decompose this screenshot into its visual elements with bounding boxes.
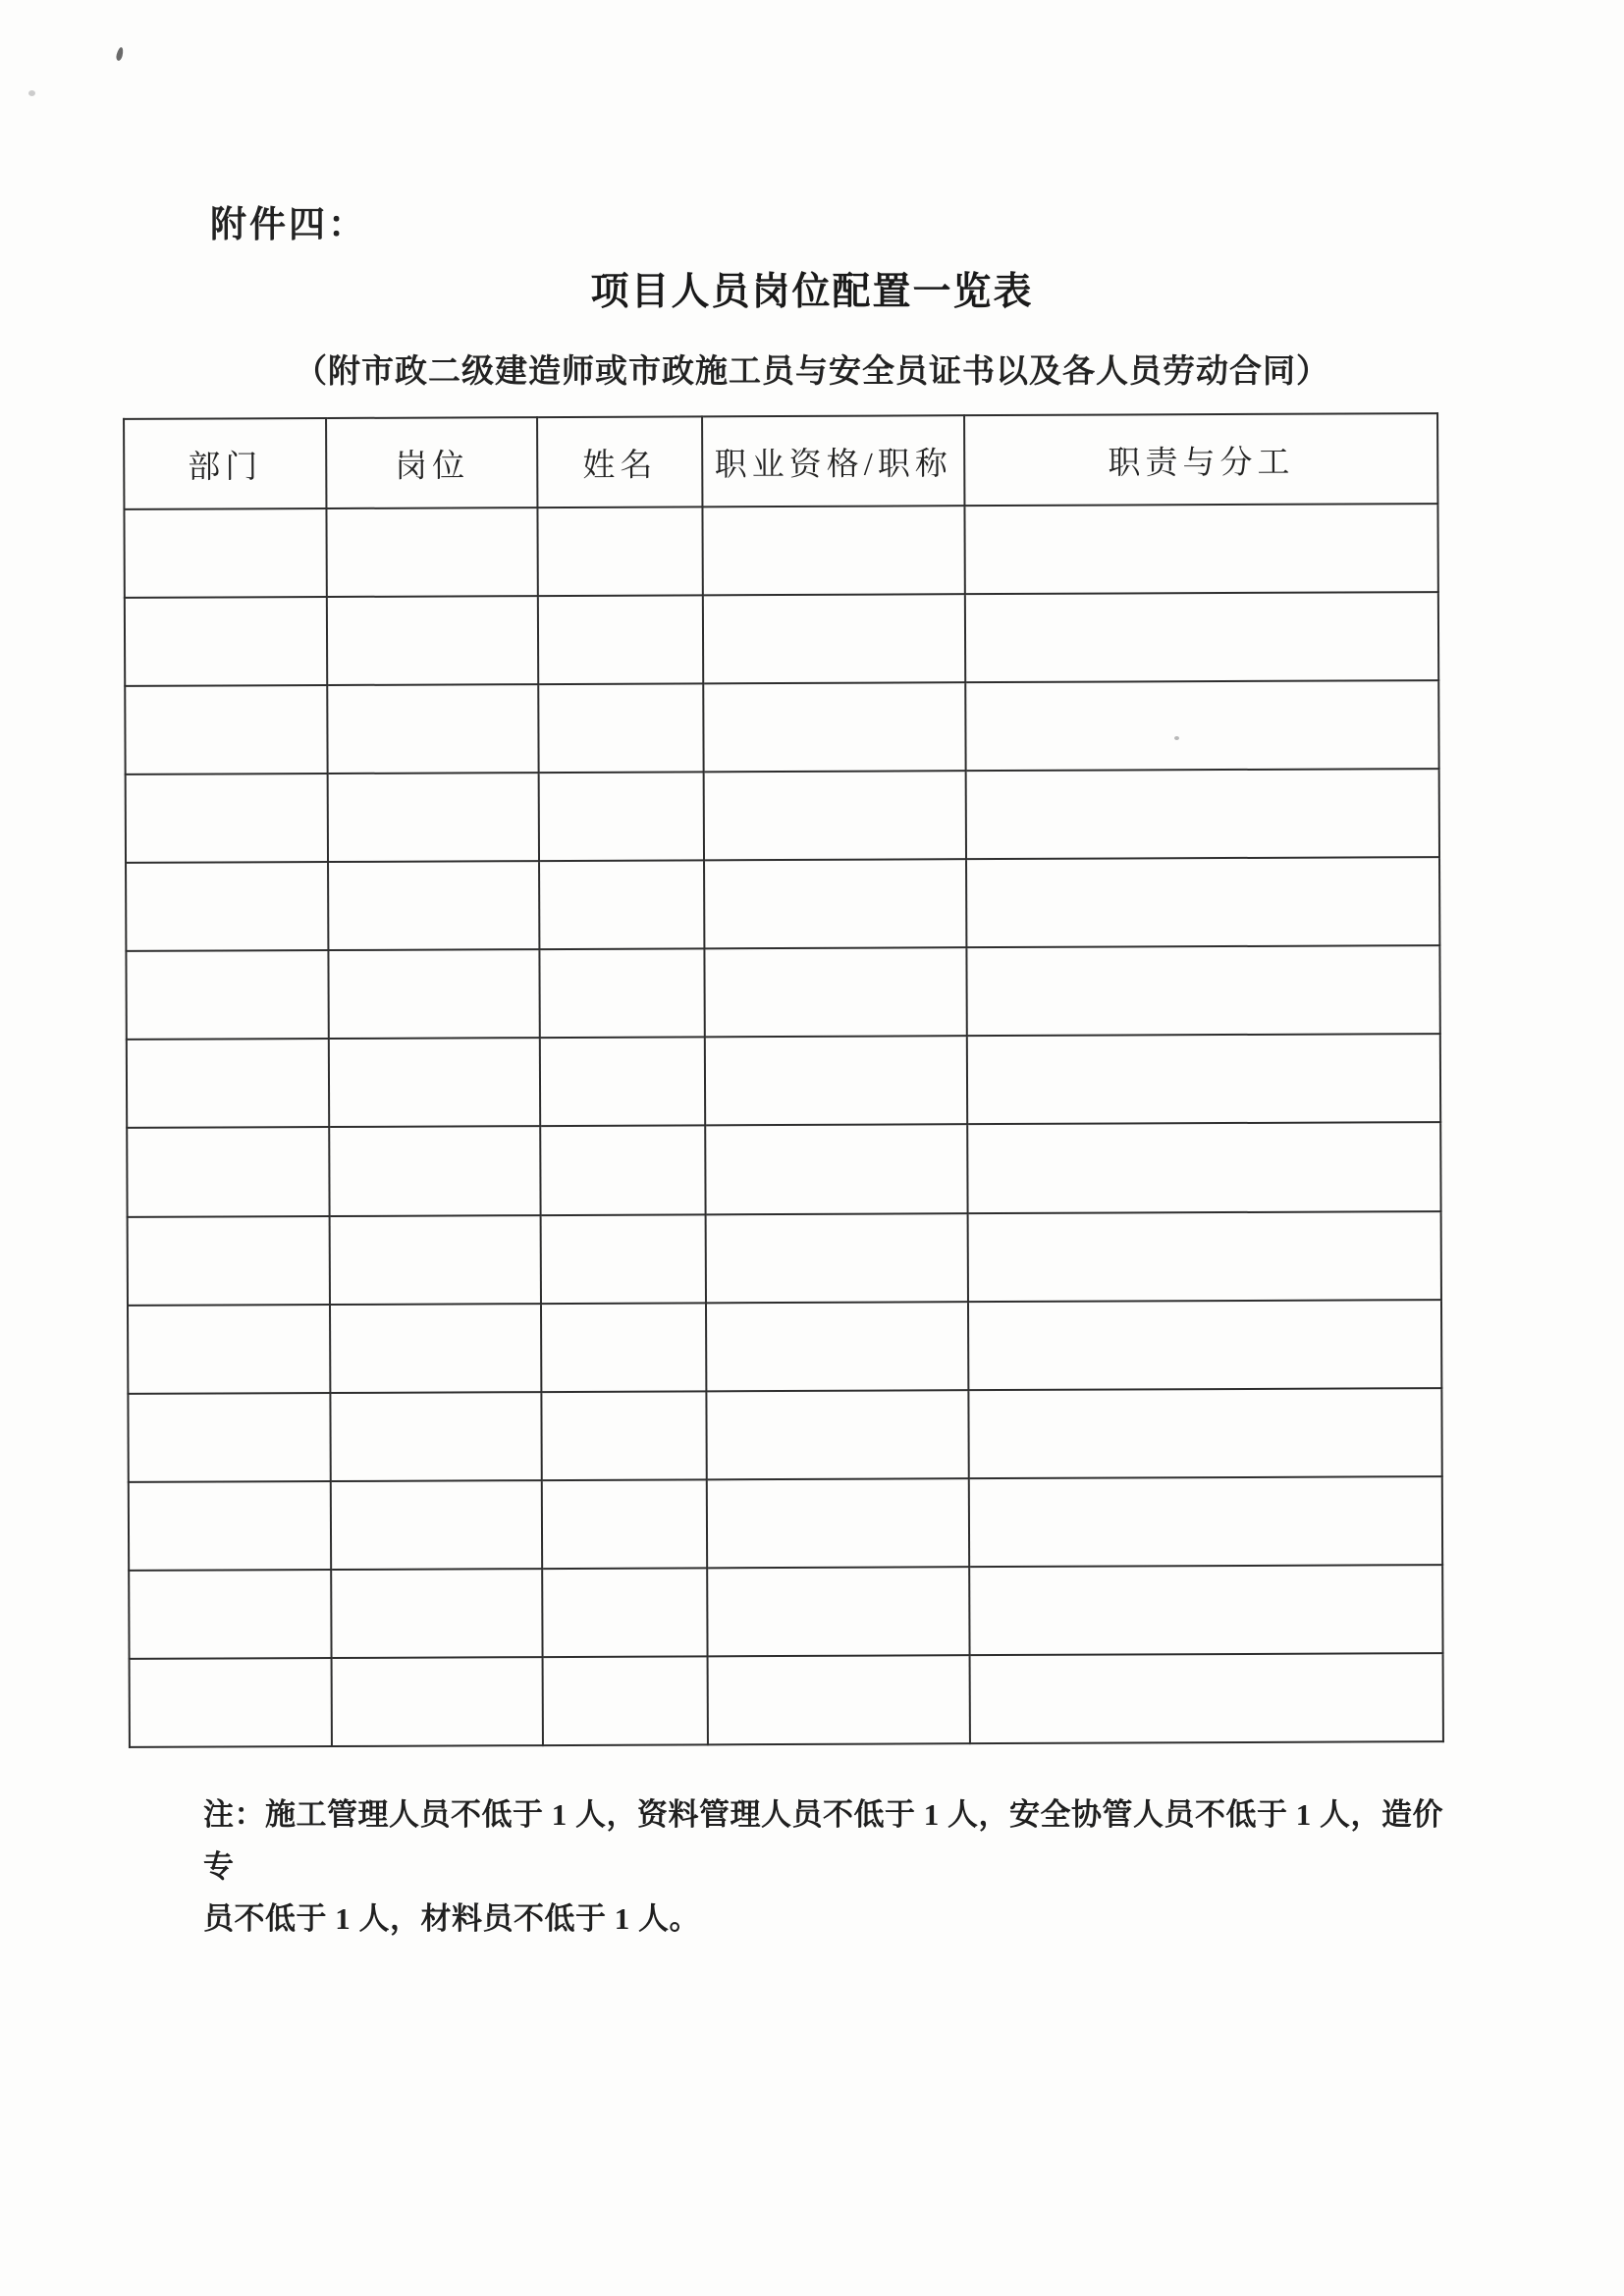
table-cell [129, 1570, 331, 1659]
table-cell [125, 597, 327, 686]
table-row [126, 945, 1439, 1040]
table-cell [331, 1480, 543, 1570]
table-cell [541, 1303, 706, 1392]
table-cell [328, 861, 540, 950]
header-position: 岗位 [326, 417, 538, 508]
table-cell [704, 859, 967, 948]
table-cell [705, 1037, 968, 1126]
table-cell [540, 949, 705, 1039]
table-row [126, 769, 1439, 863]
page-title: 项目人员岗位配置一览表 [590, 271, 1034, 313]
table-cell [966, 680, 1439, 771]
table-cell [705, 1213, 968, 1303]
header-department: 部门 [124, 418, 326, 509]
table-cell [127, 1127, 329, 1216]
table-cell [330, 1304, 542, 1393]
table-cell [542, 1479, 707, 1569]
table-cell [328, 773, 540, 862]
page-subtitle: （附市政二级建造师或市政施工员与安全员证书以及各人员劳动合同） [295, 354, 1329, 390]
table-cell [126, 774, 328, 863]
table-cell [969, 1476, 1442, 1567]
footnote-line-2: 员不低于 1 人，材料员不低于 1 人。 [203, 1901, 700, 1936]
table-header-row [124, 413, 1437, 509]
table-cell [970, 1653, 1443, 1743]
table-cell [543, 1568, 708, 1657]
table-cell [128, 1393, 330, 1482]
table-cell [542, 1391, 707, 1480]
table-cell [703, 682, 966, 772]
table-cell [968, 1211, 1441, 1302]
table-cell [124, 508, 326, 598]
table-cell [128, 1305, 330, 1394]
header-name: 姓名 [538, 416, 703, 507]
table-cell [327, 684, 539, 774]
table-cell [538, 595, 703, 684]
table-cell [126, 862, 328, 951]
personnel-table [123, 412, 1444, 1748]
table-cell [702, 506, 965, 595]
table-body [124, 504, 1442, 1747]
table-row [125, 680, 1438, 774]
table-cell [543, 1656, 708, 1745]
footnote-line-1: 注：施工管理人员不低于 1 人，资料管理人员不低于 1 人，安全协管人员不低于 1 人，造价专 [203, 1797, 1443, 1884]
table-cell [707, 1655, 970, 1744]
table-row [125, 592, 1438, 686]
personnel-table-wrapper [123, 412, 1444, 1748]
table-cell [130, 1658, 332, 1747]
table-cell [329, 1127, 541, 1216]
table-cell [966, 857, 1439, 947]
table-cell [967, 1123, 1440, 1213]
table-cell [967, 1034, 1440, 1124]
table-cell [128, 1216, 330, 1306]
scan-artifact-tick [115, 46, 124, 61]
table-cell [706, 1478, 969, 1568]
table-cell [332, 1657, 544, 1746]
table-cell [539, 683, 704, 773]
table-cell [965, 592, 1438, 682]
table-cell [968, 1300, 1441, 1390]
table-row [128, 1211, 1441, 1306]
header-duties: 职责与分工 [964, 413, 1437, 506]
table-cell [330, 1215, 542, 1305]
table-cell [705, 1125, 968, 1214]
table-row [129, 1565, 1442, 1659]
table-cell [965, 504, 1438, 594]
table-cell [331, 1569, 543, 1658]
footnote [203, 1789, 1460, 1945]
scan-artifact-dot [28, 90, 35, 96]
table-row [127, 1034, 1440, 1128]
table-cell [704, 947, 967, 1037]
table-row [129, 1476, 1442, 1571]
table-cell [328, 949, 540, 1039]
table-cell [129, 1481, 331, 1571]
table-cell [541, 1214, 706, 1304]
table-cell [127, 1039, 329, 1128]
table-row [128, 1388, 1441, 1482]
table-cell [706, 1390, 969, 1479]
table-cell [327, 507, 539, 597]
table-row [127, 1123, 1440, 1217]
table-cell [703, 771, 966, 860]
table-row [128, 1300, 1441, 1394]
attachment-label: 附件四： [210, 205, 367, 245]
table-row [126, 857, 1439, 951]
table-cell [539, 861, 704, 950]
table-cell [966, 769, 1439, 859]
table-cell [707, 1567, 970, 1656]
table-cell [329, 1038, 541, 1127]
table-cell [126, 950, 328, 1040]
table-cell [539, 773, 704, 862]
table-cell [538, 507, 703, 596]
table-row [130, 1653, 1443, 1747]
table-cell [541, 1126, 706, 1215]
table-cell [706, 1302, 969, 1391]
table-cell [125, 685, 327, 774]
table-cell [327, 596, 539, 685]
table-cell [330, 1392, 542, 1481]
header-qualification: 职业资格/职称 [702, 415, 965, 507]
table-row [124, 504, 1437, 598]
table-cell [703, 594, 966, 683]
table-cell [967, 945, 1440, 1036]
table-cell [540, 1038, 705, 1127]
table-cell [969, 1565, 1442, 1655]
table-cell [969, 1388, 1442, 1478]
